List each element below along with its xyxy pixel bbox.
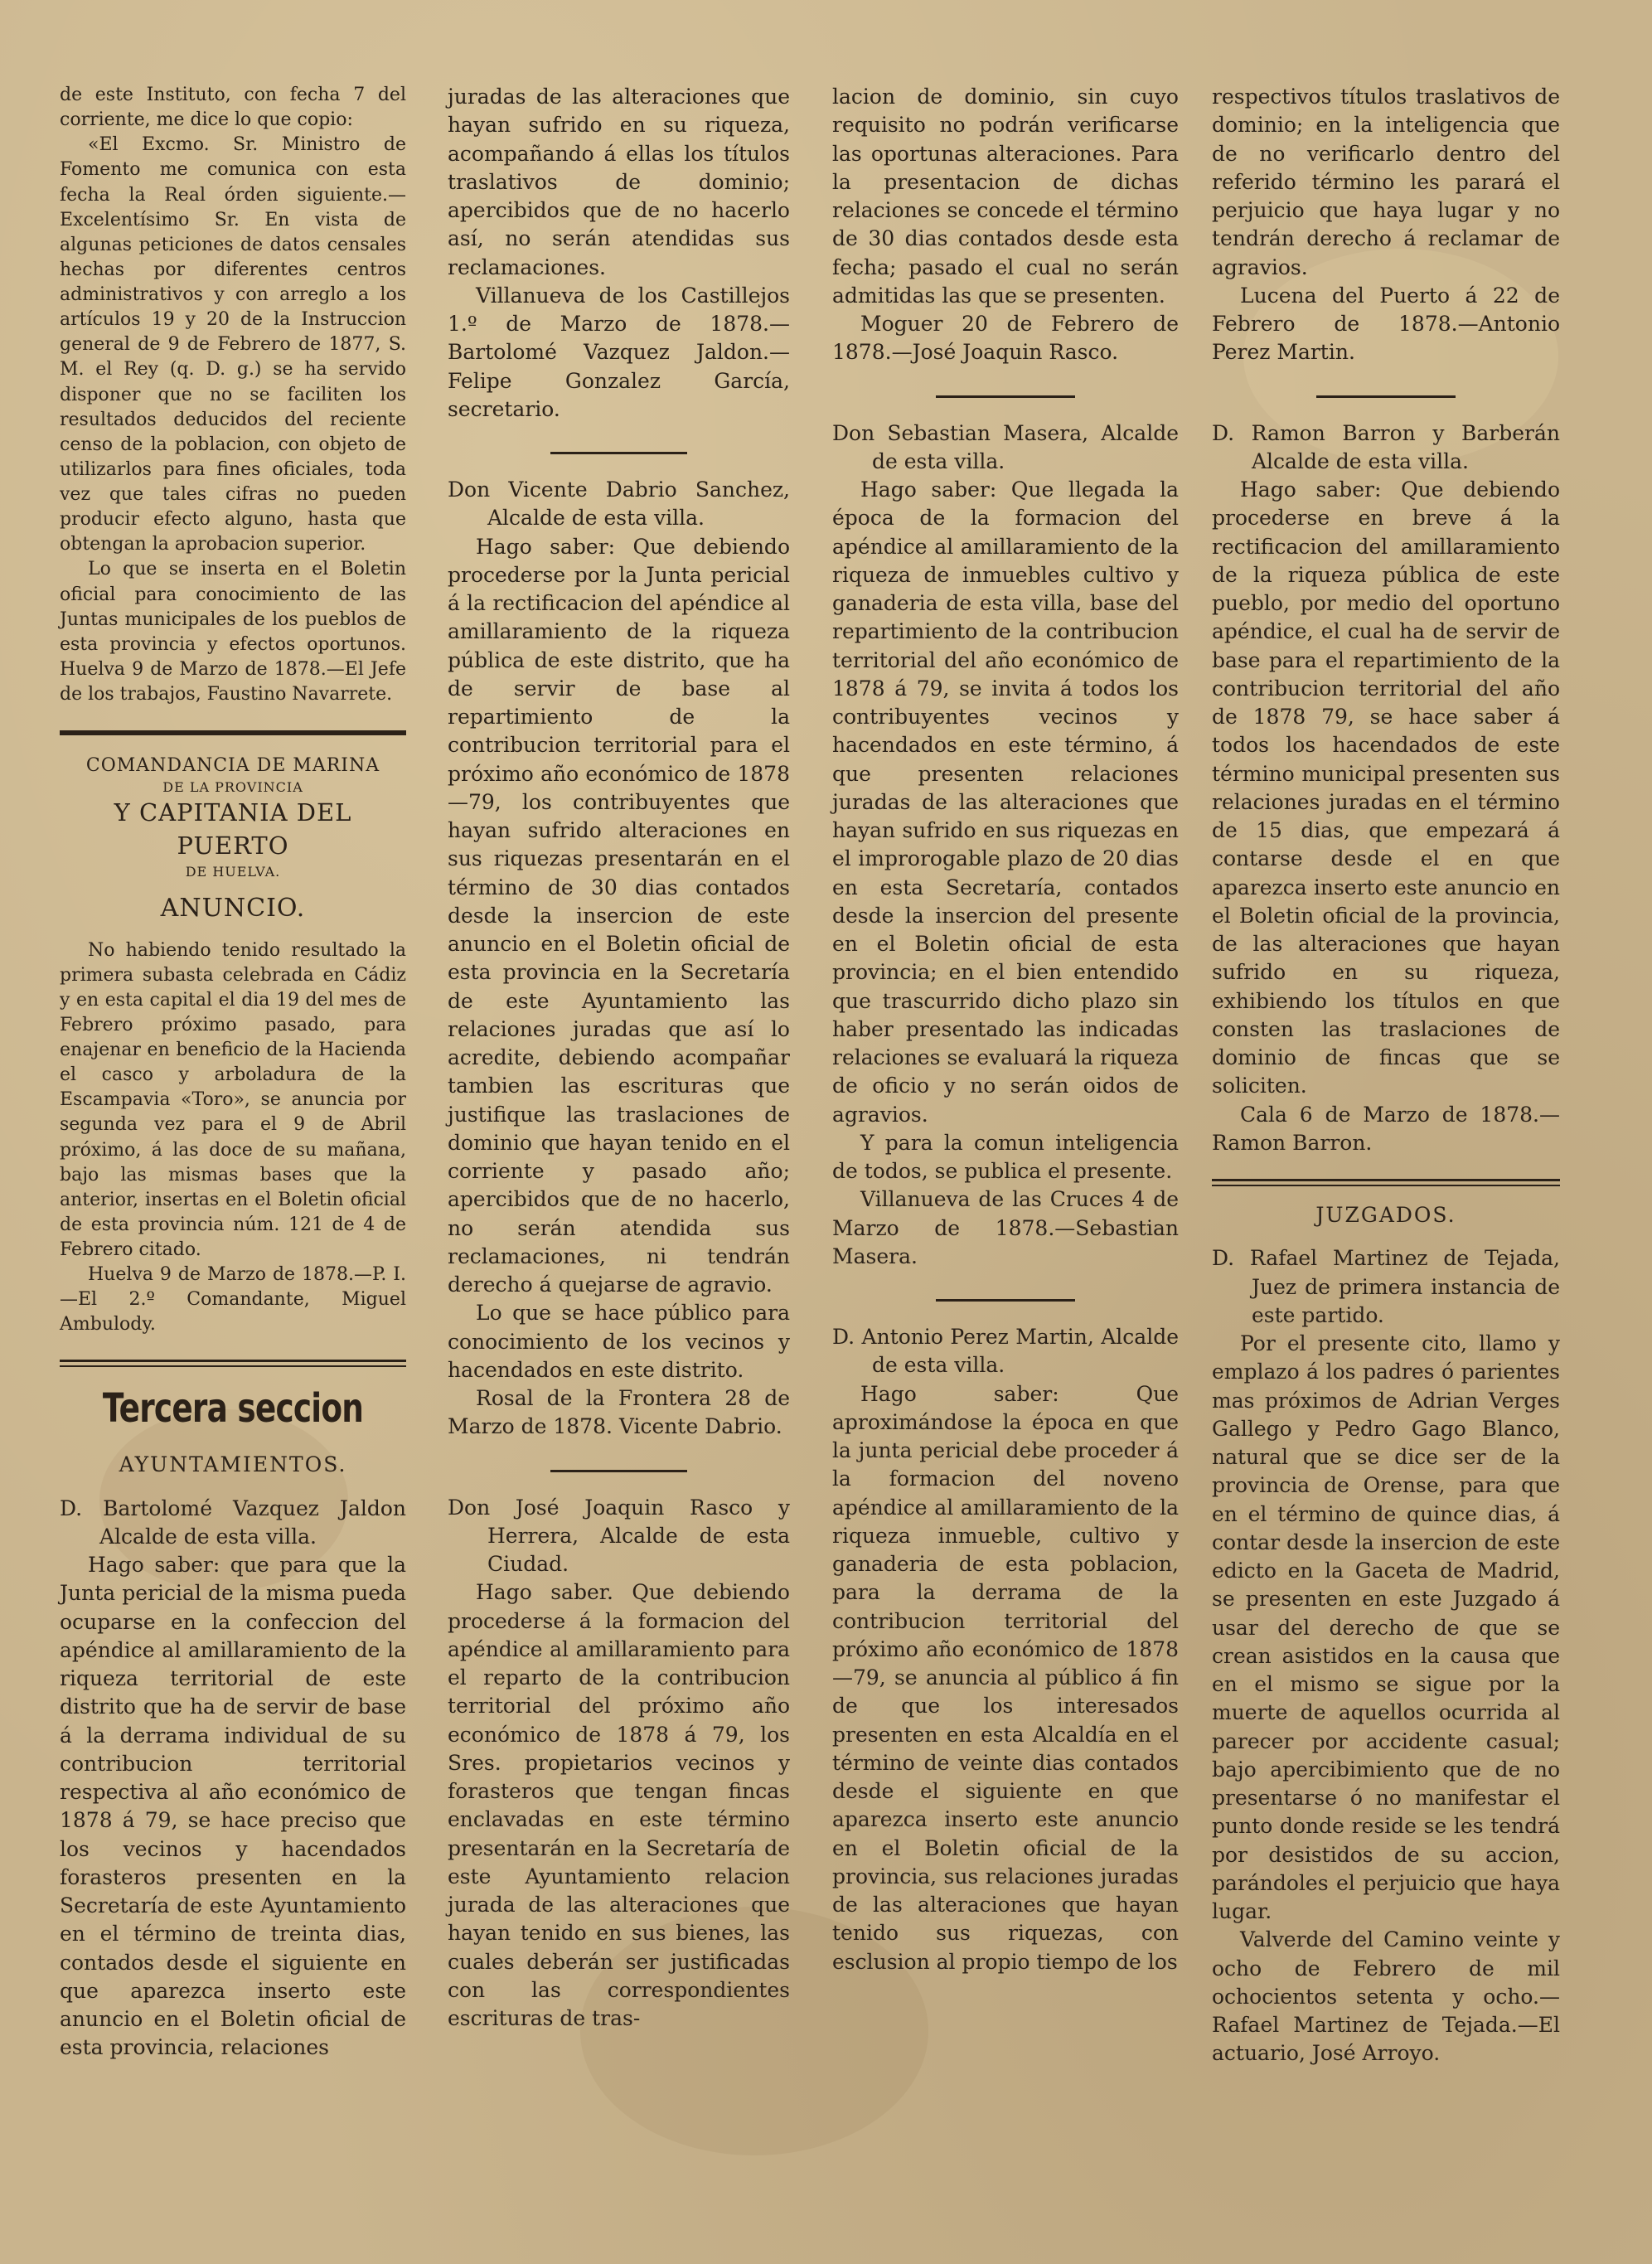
paragraph: Hago saber: Que aproximándose la época en que la junta pericial debe proceder á la formacion del noveno apéndice al amillaramiento de la riqueza inmueble, cultivo y ganaderia de esta poblacion, para la derrama de la contribucion territorial del próximo año económico de 1878—79, se anuncia al público á fin de que los interesados presenten en esta Alcaldía en el término de veinte dias contados desde el siguiente en que aparezca inserto este anuncio en el Boletin oficial de la provincia, sus relaciones juradas de las alteraciones que hayan tenido sus riquezas, con esclusion al propio tiempo de los (832, 1381, 1179, 1974)
paragraph: No habiendo tenido resultado la primera subasta celebrada en Cádiz y en esta capital el dia 19 del mes de Febrero próximo pasado, para enajenar en beneficio de la Hacienda el casco y arboladura de la Escampavia «Toro», se anuncia por segunda vez para el 9 de Abril próximo, á las doce de su mañana, bajo las mismas bases que la anterior, insertas en el Boletin oficial de esta provincia núm. 121 de 4 de Febrero citado. (60, 939, 406, 1261)
section-heading-capitania: Y CAPITANIA DEL PUERTO (114, 798, 352, 860)
section-divider (60, 1360, 406, 1367)
section-heading-comandancia: COMANDANCIA DE MARINA (85, 755, 380, 777)
paragraph: Hago saber: Que llegada la época de la formacion del apéndice al amillaramiento de la riqueza de inmuebles cultivo y ganaderia de esta villa, base del repartimiento de la contribucion territorial del año económico de 1878 á 79, se invita á todos los contribuyentes vecinos y hacendados en este término, á que presenten relaciones juradas de las alteraciones que hayan sufrido en sus riquezas en el improrogable plazo de 20 dias en esta Secretaría, contados desde la insercion del presente en el Boletin oficial de esta provincia; en el bien entendido que trascurrido dicho plazo sin haber presentado las indicadas relaciones se evaluará la riqueza de oficio y no serán oidos de agravios. (832, 478, 1179, 1127)
notice-divider (550, 452, 687, 454)
column-2 (448, 83, 790, 2033)
paragraph: Por el presente cito, llamo y emplazo á los padres ó parientes mas próximos de Adrian Verges Gallego y Pedro Gago Blanco, natural que se dice ser de la provincia de Orense, para que en el término de quince dias, á contar desde la insercion de este edicto en la Gaceta de Madrid, se presenten en este Juzgado á usar del derecho de que se crean asistidos en la causa que en el mismo se sigue por la muerte de aquellos ocurrida al parecer por accidente casual; bajo apercibimiento que de no presentarse ó no manifestar el punto donde reside se les tendrá por desistidos de su accion, parándoles el perjuicio que haya lugar. (1212, 1331, 1560, 1923)
notice-header: D. Rafael Martinez de Tejada, Juez de primera instancia de este partido. (1212, 1246, 1560, 1327)
signature: Valverde del Camino veinte y ocho de Febrero de mil ochocientos setenta y ocho.—Rafael Martinez de Tejada.—El actuario, José Arroyo. (1212, 1927, 1560, 2066)
signature: Huelva 9 de Marzo de 1878.—P. I.—El 2.º Comandante, Miguel Ambulody. (60, 1264, 406, 1336)
signature: Villanueva de los Castillejos 1.º de Marzo de 1878.—Bartolomé Vazquez Jaldon.—Felipe Gonzalez García, secretario. (448, 283, 790, 421)
signature: Lucena del Puerto á 22 de Febrero de 1878.—Antonio Perez Martin. (1212, 283, 1560, 365)
section-subheading: DE HUELVA. (185, 863, 281, 880)
paragraph: Y para la comun inteligencia de todos, se publica el presente. (832, 1130, 1179, 1183)
paragraph: juradas de las alteraciones que hayan sufrido en su riqueza, acompañando á ellas los títulos traslativos de dominio; apercibidos que de no hacerlo así, no serán atendidas sus reclamaciones. (448, 85, 790, 279)
ayuntamientos-heading: AYUNTAMIENTOS. (119, 1452, 347, 1477)
notice-header: D. Ramon Barron y Barberán Alcalde de esta villa. (1212, 420, 1560, 473)
paragraph: lacion de dominio, sin cuyo requisito no podrán verificarse las oportunas alteraciones. Para la presentacion de dichas relaciones se concede el término de 30 dias contados desde esta fecha; pasado el cual no serán admitidas las que se presenten. (832, 85, 1179, 308)
notice-header: Don Vicente Dabrio Sanchez, Alcalde de esta villa. (448, 478, 790, 531)
column-1 (60, 83, 406, 2063)
paragraph: Lo que se hace público para conocimiento de los vecinos y hacendados en este distrito. (448, 1301, 790, 1382)
signature: Cala 6 de Marzo de 1878.—Ramon Barron. (1212, 1102, 1560, 1155)
paragraph: de este Instituto, con fecha 7 del corriente, me dice lo que copio: (60, 85, 406, 131)
notice-header: Don José Joaquin Rasco y Herrera, Alcalde de esta Ciudad. (448, 1495, 790, 1576)
notice-divider (550, 1470, 687, 1472)
notice-divider (936, 1299, 1074, 1302)
section-divider (1212, 1179, 1560, 1186)
column-3 (832, 83, 1179, 1976)
anuncio-heading: ANUNCIO. (160, 893, 306, 923)
paragraph: respectivos títulos traslativos de dominio; en la inteligencia que de no verificarlo dentro del referido término les parará el perjuicio que haya lugar y no tendrán derecho á reclamar de agravios. (1212, 85, 1560, 279)
paragraph: «El Excmo. Sr. Ministro de Fomento me comunica con esta fecha la Real órden siguiente.—Excelentísimo Sr. En vista de algunas peticiones de datos censales hechas por diferentes centros administrativos y con arreglo a los artículos 19 y 20 de la Instruccion general de 9 de Febrero de 1877, S. M. el Rey (q. D. g.) se ha servido disponer que no se faciliten los resultados deducidos del reciente censo de la poblacion, con objeto de utilizarlos para fines oficiales, toda vez que tales cifras no pueden producir efecto alguno, hasta que obtengan la aprobacion superior. (60, 134, 406, 555)
tercera-seccion-title: Tercera seccion (102, 1384, 364, 1432)
section-subheading: DE LA PROVINCIA (162, 779, 303, 796)
paragraph: Hago saber: Que debiendo procederse por la Junta pericial á la rectificacion del apéndice al amillaramiento de la riqueza pública de este distrito, que ha de servir de base al repartimiento de la contribucion territorial para el próximo año económico de 1878—79, los contribuyentes que hayan sufrido alteraciones en sus riquezas presentarán en el término de 30 dias contados desde la insercion de este anuncio en el Boletin oficial de esta provincia en la Secretaría de este Ayuntamiento las relaciones juradas que así lo acredite, debiendo acompañar tambien las escrituras que justifique las traslaciones de dominio que hayan tenido en el corriente y pasado año; apercibidos que de no hacerlo, no serán atendida sus reclamaciones, ni tendrán derecho á quejarse de agravio. (448, 534, 790, 1297)
signature: Rosal de la Frontera 28 de Marzo de 1878. Vicente Dabrio. (448, 1386, 790, 1439)
notice-header: D. Bartolomé Vazquez Jaldon Alcalde de esta villa. (60, 1496, 406, 1549)
paragraph: Lo que se inserta en el Boletin oficial para conocimiento de las Juntas municipales de los pueblos de esta provincia y efectos oportunos. Huelva 9 de Marzo de 1878.—El Jefe de los trabajos, Faustino Navarrete. (60, 559, 406, 705)
juzgados-heading: JUZGADOS. (1315, 1203, 1456, 1227)
section-divider (60, 730, 406, 735)
notice-divider (936, 395, 1074, 398)
notice-divider (1316, 395, 1456, 398)
signature: Moguer 20 de Febrero de 1878.—José Joaquin Rasco. (832, 312, 1179, 365)
signature: Villanueva de las Cruces 4 de Marzo de 1878.—Sebastian Masera. (832, 1187, 1179, 1268)
notice-header: D. Antonio Perez Martin, Alcalde de esta villa. (832, 1325, 1179, 1378)
paragraph: Hago saber. Que debiendo procederse á la formacion del apéndice al amillaramiento para el reparto de la contribucion territorial del próximo año económico de 1878 á 79, los Sres. propietarios vecinos y forasteros que tengan fincas enclavadas en este término presentarán en la Secretaría de este Ayuntamiento relacion jurada de las alteraciones que hayan tenido en sus bienes, las cuales deberán ser justificadas con las correspondientes escrituras de tras- (448, 1580, 790, 2030)
notice-header: Don Sebastian Masera, Alcalde de esta villa. (832, 420, 1179, 473)
column-4 (1212, 83, 1560, 2068)
paragraph: Hago saber: que para que la Junta pericial de la misma pueda ocuparse en la confeccion del apéndice al amillaramiento de la riqueza territorial de este distrito que ha de servir de base á la derrama individual de su contribucion territorial respectiva al año económico de 1878 á 79, se hace preciso que los vecinos y hacendados forasteros presenten en la Secretaría de este Ayuntamiento en el término de treinta dias, contados desde el siguiente en que aparezca inserto este anuncio en el Boletin oficial de esta provincia, relaciones (60, 1553, 406, 2060)
paragraph: Hago saber: Que debiendo procederse en breve á la rectificacion del amillaramiento de la riqueza pública de este pueblo, por medio del oportuno apéndice, el cual ha de servir de base para el repartimiento de la contribucion territorial del año de 1878 79, se hace saber á todos los hacendados de este término municipal presenten sus relaciones juradas en el término de 15 dias, que empezará á contarse desde el en que aparezca inserto este anuncio en el Boletin oficial de la provincia, de las alteraciones que hayan sufrido en su riqueza, exhibiendo los títulos en que consten las traslaciones de dominio de fincas que se soliciten. (1212, 478, 1560, 1098)
